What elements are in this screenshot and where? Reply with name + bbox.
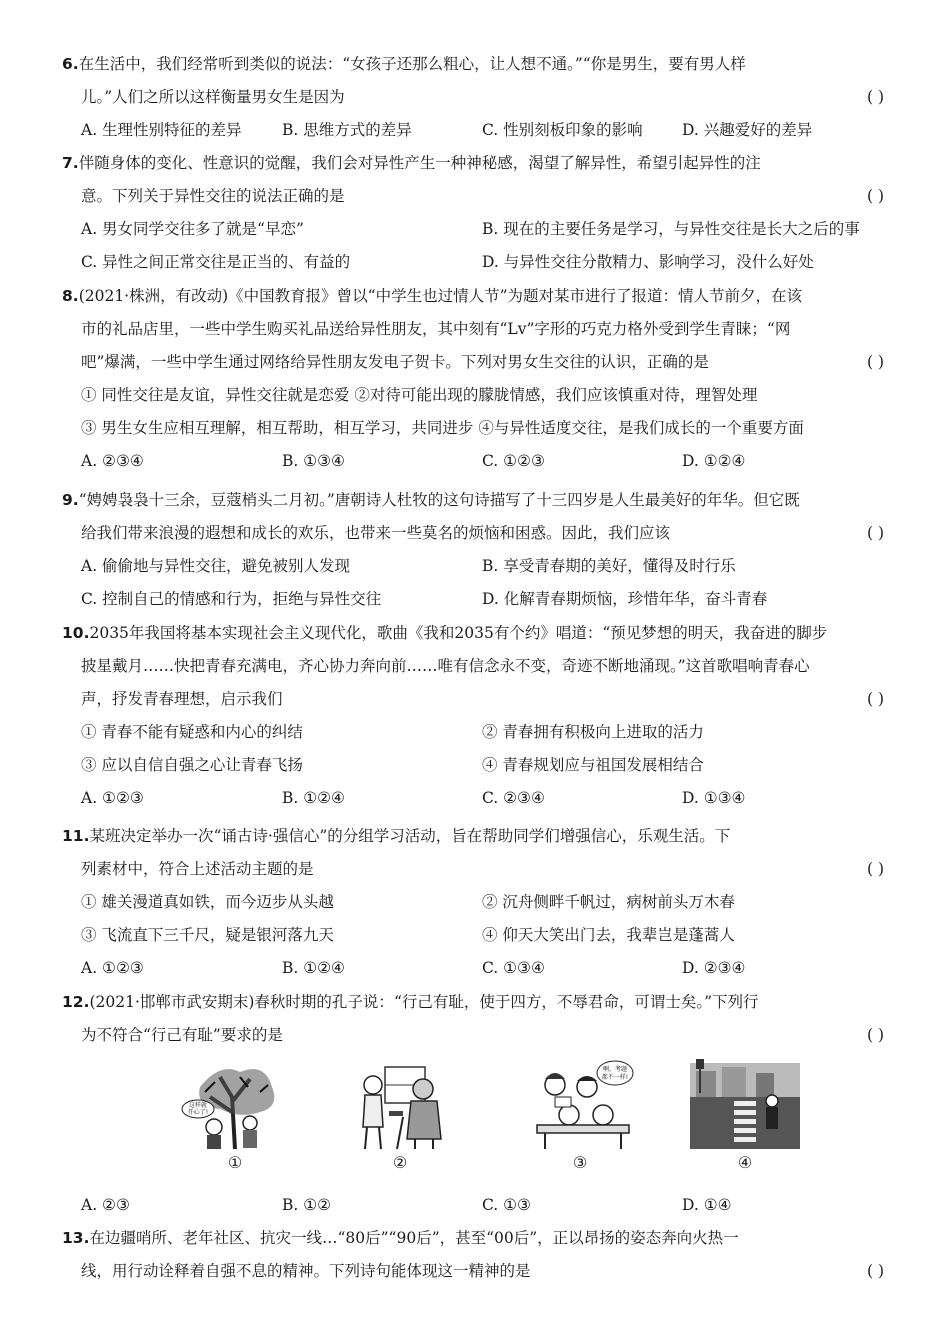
option-b: B. 现在的主要任务是学习，与异性交往是长大之后的事	[482, 220, 860, 238]
illustration-4	[690, 1057, 800, 1175]
statement-4: ④ 仰天大笑出门去，我辈岂是蓬蒿人	[482, 926, 735, 944]
option-d: D. 兴趣爱好的差异	[682, 121, 813, 139]
statement-row	[62, 919, 884, 952]
question-8	[62, 280, 884, 478]
cartoon-tree-scene-image	[180, 1057, 290, 1153]
answer-bracket: ( )	[866, 88, 884, 106]
statement: ① 同性交往是友谊，异性交往就是恋爱 ②对待可能出现的朦胧情感，我们应该慎重对待，理智处理	[81, 386, 758, 404]
options-row	[62, 213, 884, 246]
question-10-line-1	[62, 617, 884, 650]
answer-bracket: ( )	[866, 1262, 884, 1280]
speech-bubble-line-1: 啊，考题	[602, 1066, 628, 1073]
options-row	[62, 583, 884, 616]
statement-2: ② 青春拥有积极向上进取的活力	[482, 723, 704, 741]
question-6	[62, 48, 884, 147]
statement-3: ③ 应以自信自强之心让青春飞扬	[81, 756, 303, 774]
question-12-line-2	[62, 1019, 884, 1052]
statement-2: ② 沉舟侧畔千帆过，病树前头万木春	[482, 893, 735, 911]
option-d: D. ①④	[682, 1196, 732, 1214]
question-text: 声，抒发青春理想，启示我们	[81, 690, 283, 708]
options-row	[62, 952, 884, 985]
question-text: 意。下列关于异性交往的说法正确的是	[81, 187, 345, 205]
option-a: A. 偷偷地与异性交往，避免被别人发现	[81, 557, 351, 575]
statement-row	[62, 379, 884, 412]
option-d: D. 与异性交往分散精力、影响学习，没什么好处	[482, 253, 814, 271]
illustration-2	[345, 1057, 455, 1175]
question-number: 11.	[62, 827, 90, 845]
question-11	[62, 820, 884, 985]
option-d: D. 化解青春期烦恼，珍惜年华，奋斗青春	[482, 590, 768, 608]
question-9-line-1	[62, 484, 884, 517]
question-number: 6.	[62, 55, 79, 73]
question-text: 某班决定举办一次“诵古诗·强信心”的分组学习活动，旨在帮助同学们增强信心，乐观生活。下	[89, 827, 731, 845]
options-row	[62, 782, 884, 815]
question-9	[62, 484, 884, 616]
speech-bubble-line-2: 开心了!	[187, 1109, 209, 1116]
cartoon-helping-elder-image	[345, 1057, 455, 1153]
question-10	[62, 617, 884, 815]
question-text: (2021·邯郸市武安期末)春秋时期的孔子说：“行己有耻，使于四方，不辱君命，可谓士矣。”下列行	[89, 993, 759, 1011]
question-number: 9.	[62, 491, 79, 509]
question-text: (2021·株洲，有改动)《中国教育报》曾以“中学生也过情人节”为题对某市进行了报道：情人节前夕，在该	[78, 287, 803, 305]
option-a: A. ②③④	[81, 452, 144, 470]
option-d: D. ①③④	[682, 789, 746, 807]
statement-4: ④ 青春规划应与祖国发展相结合	[482, 756, 704, 774]
option-b: B. 思维方式的差异	[282, 121, 412, 139]
question-9-line-2	[62, 517, 884, 550]
option-c: C. ②③④	[482, 789, 545, 807]
statement-3: ③ 飞流直下三千尺，疑是银河落九天	[81, 926, 334, 944]
answer-bracket: ( )	[866, 353, 884, 371]
statement: ③ 男生女生应相互理解，相互帮助，相互学习，共同进步 ④与异性适度交往，是我们成长的一个重要方面	[81, 419, 804, 437]
option-a: A. 男女同学交往多了就是“早恋”	[81, 220, 304, 238]
option-b: B. ①②④	[282, 959, 345, 977]
illustration-row	[62, 1057, 884, 1175]
option-b: B. ①③④	[282, 452, 345, 470]
option-b: B. ①②	[282, 1196, 332, 1214]
question-6-line-2	[62, 81, 884, 114]
question-text: 在边疆哨所、老年社区、抗灾一线…“80后”“90后”，甚至“00后”，正以昂扬的姿态奔向火热一	[89, 1229, 739, 1247]
option-c: C. 性别刻板印象的影响	[482, 121, 643, 139]
question-text: 市的礼品店里，一些中学生购买礼品送给异性朋友，其中刻有“Lv”字形的巧克力格外受到学生青睐；“网	[81, 320, 791, 338]
statement-row	[62, 412, 884, 445]
options-row	[62, 550, 884, 583]
illustration-label: ②	[392, 1153, 408, 1172]
option-b: B. 享受青春期的美好，懂得及时行乐	[482, 557, 736, 575]
question-10-line-3	[62, 683, 884, 716]
question-11-line-1	[62, 820, 884, 853]
statement-row	[62, 749, 884, 782]
question-6-line-1	[62, 48, 884, 81]
answer-bracket: ( )	[866, 187, 884, 205]
statement-1: ① 雄关漫道真如铁，而今迈步从头越	[81, 893, 334, 911]
question-number: 10.	[62, 624, 90, 642]
question-text: 在生活中，我们经常听到类似的说法：“女孩子还那么粗心，让人想不通。”“你是男生，要有男人样	[78, 55, 746, 73]
question-text: 吧”爆满，一些中学生通过网络给异性朋友发电子贺卡。下列对男女生交往的认识，正确的是	[81, 353, 709, 371]
question-text: 2035年我国将基本实现社会主义现代化，歌曲《我和2035有个约》唱道：“预见梦想的明天，我奋进的脚步	[89, 624, 828, 642]
question-number: 7.	[62, 154, 79, 172]
cartoon-crosswalk-image	[690, 1057, 800, 1153]
question-8-line-1	[62, 280, 884, 313]
question-8-line-3	[62, 346, 884, 379]
option-c: C. ①③④	[482, 959, 545, 977]
options-row	[62, 246, 884, 279]
question-text: 为不符合“行己有耻”要求的是	[81, 1026, 283, 1044]
statement-row	[62, 716, 884, 749]
question-7-line-2	[62, 180, 884, 213]
option-c: C. ①②③	[482, 452, 545, 470]
option-a: A. ①②③	[81, 789, 144, 807]
question-number: 12.	[62, 993, 90, 1011]
question-13	[62, 1222, 884, 1288]
option-c: C. ①③	[482, 1196, 531, 1214]
option-c: C. 异性之间正常交往是正当的、有益的	[81, 253, 351, 271]
answer-bracket: ( )	[866, 1026, 884, 1044]
speech-bubble-line-2: 都不一样!	[601, 1074, 629, 1081]
illustration-1	[180, 1057, 290, 1175]
option-d: D. ①②④	[682, 452, 746, 470]
question-text: 伴随身体的变化、性意识的觉醒，我们会对异性产生一种神秘感，渴望了解异性，希望引起异性的注	[78, 154, 761, 172]
question-8-line-2	[62, 313, 884, 346]
question-12-line-1	[62, 986, 884, 1019]
question-13-line-1	[62, 1222, 884, 1255]
illustration-label: ③	[572, 1153, 588, 1172]
speech-bubble-line-1: 这样就	[188, 1102, 208, 1109]
question-13-line-2	[62, 1255, 884, 1288]
question-text: 儿。”人们之所以这样衡量男女生是因为	[81, 88, 345, 106]
statement-row	[62, 886, 884, 919]
cartoon-classroom-exam-image	[525, 1057, 635, 1153]
options-row	[62, 114, 884, 147]
question-text: 列素材中，符合上述活动主题的是	[81, 860, 314, 878]
question-number: 8.	[62, 287, 79, 305]
question-text: 披星戴月……快把青春充满电，齐心协力奔向前……唯有信念永不变，奇迹不断地涌现。”这首歌唱响青春心	[81, 657, 810, 675]
answer-bracket: ( )	[866, 690, 884, 708]
question-7	[62, 147, 884, 279]
option-c: C. 控制自己的情感和行为，拒绝与异性交往	[81, 590, 382, 608]
illustration-label: ④	[737, 1153, 753, 1172]
question-7-line-1	[62, 147, 884, 180]
question-10-line-2	[62, 650, 884, 683]
option-a: A. 生理性别特征的差异	[81, 121, 242, 139]
question-11-line-2	[62, 853, 884, 886]
options-row	[62, 1189, 884, 1222]
question-text: “娉娉袅袅十三余，豆蔻梢头二月初。”唐朝诗人杜牧的这句诗描写了十三四岁是人生最美好的年华。但它既	[78, 491, 800, 509]
question-text: 给我们带来浪漫的遐想和成长的欢乐，也带来一些莫名的烦恼和困惑。因此，我们应该	[81, 524, 671, 542]
illustration-label: ①	[227, 1153, 243, 1172]
answer-bracket: ( )	[866, 524, 884, 542]
question-12	[62, 986, 884, 1222]
answer-bracket: ( )	[866, 860, 884, 878]
question-text: 线，用行动诠释着自强不息的精神。下列诗句能体现这一精神的是	[81, 1262, 531, 1280]
options-row	[62, 445, 884, 478]
statement-1: ① 青春不能有疑惑和内心的纠结	[81, 723, 303, 741]
illustration-3	[525, 1057, 635, 1175]
option-b: B. ①②④	[282, 789, 345, 807]
option-a: A. ①②③	[81, 959, 144, 977]
option-d: D. ②③④	[682, 959, 746, 977]
question-number: 13.	[62, 1229, 90, 1247]
option-a: A. ②③	[81, 1196, 130, 1214]
